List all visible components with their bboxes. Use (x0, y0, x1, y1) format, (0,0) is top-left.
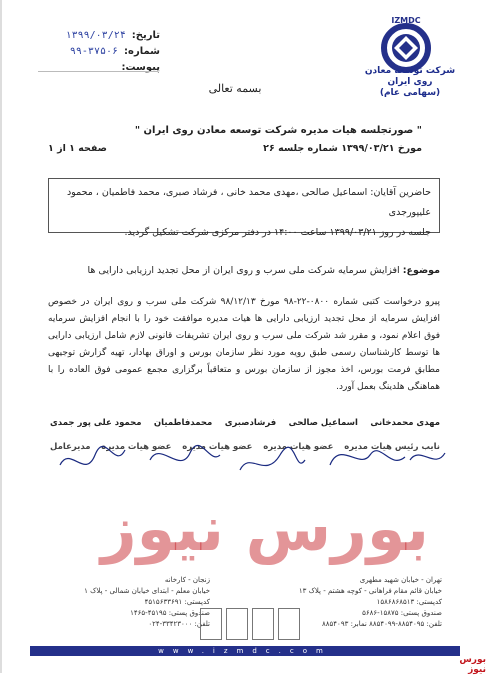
resolution-body: پیرو درخواست کتبی شماره ۰۸۰۰-۲۲-۹۸ مورخ ۹۸/۱۲/۱۳ شرکت ملی سرب و روی ایران در خصوص افزایش سرمایه از محل تجدید ارزیابی دارایی ها هیات مدیره موافقت خود را با انجام افزایش سرمایه فوق اعلام نمود، و مقرر شد شرکت ملی سرب و روی ایران تشریفات قانونی لازم شامل ارزیابی دارایی ها توسط کارشناسان رسمی طبق رویه مورد نظر سازمان بورس و اوراق بهادار، تهیه گزارش توجیهی مطابق فرمت بورس، اخذ مجوز از سازمان بورس و متعاقباً برگزاری مجمع عمومی فوق العاده را با هماهنگی هلدینگ بعمل آورد. (48, 297, 440, 392)
topic-label: موضوع: (402, 265, 440, 276)
watermark-text: بورس نیوز (100, 492, 430, 565)
corner-brand: بورس نیوز (459, 655, 486, 675)
signer-role: عضو هیات مدیره (101, 442, 172, 452)
company-name-block (364, 66, 456, 99)
basmala: بسمه تعالی (208, 82, 262, 95)
attachment-field (40, 60, 160, 76)
footer-line: کدپستی: ۱۵۸۶۸۶۸۵۱۳ (376, 598, 442, 606)
attendance-box (48, 178, 440, 238)
footer-line: صندوق پستی: ۴۵۱۹۵-۱۴۶۵ (130, 609, 210, 617)
topic-line (48, 265, 440, 276)
footer-line: تهران - خیابان شهید مطهری (359, 576, 442, 584)
signer-name: مهدی محمدخانی (370, 418, 440, 428)
header-divider (38, 71, 158, 72)
page-indicator: صفحه ۱ از ۱ (48, 143, 107, 154)
website-bar: www.izmdc.com (30, 646, 460, 656)
attendees-line: حاضرین آقایان: اسماعیل صالحی ،مهدی محمد خانی ، فرشاد صبری، محمد فاطمیان ، محمود علیپورجدی (66, 187, 431, 218)
date-label: تاریخ: (131, 30, 160, 41)
certification-logos (200, 608, 300, 642)
date-field (40, 28, 160, 44)
company-name: شرکت توسعه معادن روی ایران (364, 66, 456, 87)
footer-line: تلفن: ۳۳۴۲۳۰۰۰-۰۲۴ (148, 620, 210, 628)
topic-text: افزایش سرمایه شرکت ملی سرب و روی ایران از محل تجدید ارزیابی دارایی ها (87, 265, 400, 276)
number-label: شماره: (124, 46, 160, 57)
date-value: ۱۳۹۹/۰۳/۲۴ (65, 30, 126, 41)
company-subtitle: (سهامی عام) (379, 88, 441, 98)
footer-line: صندوق پستی: ۱۵۸۷۵-۵۶۸۶ (362, 609, 442, 617)
meeting-date-line: مورخ ۱۳۹۹/۰۳/۲۱ شماره جلسه ۲۶ (263, 143, 422, 154)
signer-name: محمود علی پور جمدی (50, 418, 142, 428)
certification-logo-icon (226, 608, 248, 640)
signer-role: مدیرعامل (50, 442, 91, 452)
certification-logo-icon (278, 608, 300, 640)
footer-line: خیابان معلم - ابتدای خیابان شمالی - پلاک ۱ (84, 587, 210, 595)
company-logo-icon (366, 14, 446, 114)
footer-line: کدپستی: ۴۵۱۵۶۳۳۶۹۱ (144, 598, 210, 606)
signer-name: فرشادصبری (224, 418, 277, 428)
logo-mark: IZMDC (391, 16, 421, 25)
header-fields (40, 28, 160, 76)
page-edge (0, 0, 2, 673)
certification-logo-icon (200, 608, 222, 640)
footer-line: تلفن: ۸۸۵۴۰۹۵-۸۸۵۴۰۹۹ نمابر: ۸۸۵۴۰۹۳ (322, 620, 442, 628)
session-line: جلسه در روز ۱۳۹۹/۰۳/۲۱ ساعت ۱۴:۰۰ در دفتر مرکزی شرکت تشکیل گردید. (124, 227, 431, 238)
number-field (40, 44, 160, 60)
signer-role: عضو هیات مدیره (263, 442, 334, 452)
signer-name: اسماعیل صالحی (288, 418, 358, 428)
footer-zanjan-address (60, 575, 210, 630)
signer-role: نایب رئیس هیات مدیره (344, 442, 440, 452)
footer-line: زنجان - کارخانه (164, 576, 210, 584)
signer-role: عضو هیات مدیره (182, 442, 253, 452)
signer-name: محمدفاطمیان (153, 418, 213, 428)
certification-logo-icon (252, 608, 274, 640)
doc-title: " صورتجلسه هیات مدیره شرکت توسعه معادن روی ایران " (134, 125, 422, 136)
number-value: ۹۹-۳۷۵۰۶ (69, 46, 119, 57)
doc-subrow (48, 143, 422, 154)
footer-line: خیابان قائم مقام فراهانی - کوچه هشتم - پلاک ۱۳ (298, 587, 442, 595)
attachment-label: پیوست: (121, 62, 160, 73)
